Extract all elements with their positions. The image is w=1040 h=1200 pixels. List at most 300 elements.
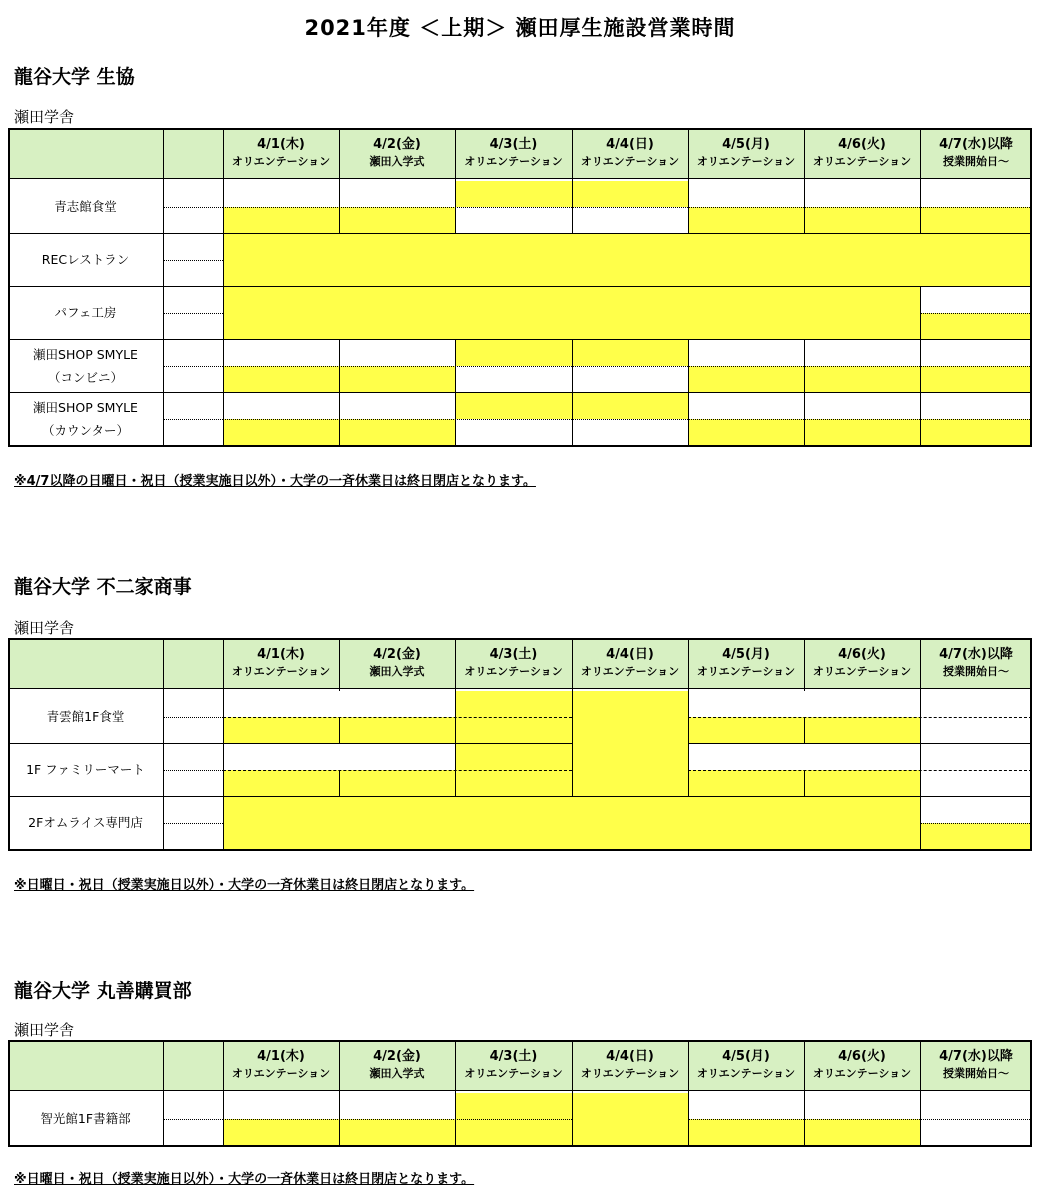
- grid-line: [572, 181, 573, 233]
- col-border: [339, 128, 340, 181]
- day-label-weekday: [163, 691, 223, 717]
- header-date-sub: オリエンテーション: [464, 665, 563, 679]
- header-date-label: 4/5(月): [722, 647, 770, 663]
- day-label-saturday: [163, 207, 223, 233]
- header-date-sub: オリエンテーション: [812, 155, 912, 169]
- header-date-2: [339, 1040, 455, 1090]
- col-border: [223, 638, 224, 851]
- table-left-border: [8, 638, 10, 851]
- store-name-line: （コンビニ）: [47, 370, 123, 385]
- table-bottom-border: [8, 1145, 1032, 1147]
- header-date-3: [455, 638, 572, 688]
- header-date-label: 4/4(日): [606, 137, 654, 153]
- hours-cell: [339, 770, 455, 796]
- store-name: [8, 340, 163, 392]
- col-border: [688, 1040, 689, 1093]
- header-date-4: [572, 1040, 688, 1090]
- hours-cell: [339, 717, 455, 743]
- hours-cell: [920, 393, 1032, 419]
- grid-line: [920, 287, 921, 339]
- store-name-line: （カウンター）: [41, 423, 129, 438]
- row-divider: [223, 366, 1032, 367]
- hours-cell: [339, 419, 455, 445]
- grid-line: [920, 181, 921, 233]
- day-label-weekday: [163, 744, 223, 770]
- hours-cell: [223, 340, 339, 366]
- hours-cell: [223, 366, 339, 392]
- header-date-sub: オリエンテーション: [580, 155, 680, 169]
- row-divider: [163, 717, 223, 718]
- header-date-6: [804, 638, 920, 688]
- footnote-maruzen: ※日曜日・祝日（授業実施日以外）・大学の一斉休業日は終日閉店となります。: [14, 1172, 475, 1187]
- table-top-border: [8, 128, 1032, 130]
- hours-cell: [223, 691, 455, 717]
- store-name-line: 2Fオムライス専門店: [28, 815, 143, 831]
- hours-cell: [804, 181, 920, 207]
- header-date-sub: オリエンテーション: [696, 665, 796, 679]
- table-right-border: [1030, 128, 1032, 447]
- hours-cell: [920, 770, 1032, 796]
- hours-cell: [920, 366, 1032, 392]
- day-label-saturday: [163, 419, 223, 445]
- header-date-7: [920, 1040, 1032, 1090]
- hours-cell: [804, 1093, 920, 1119]
- store-name: [8, 393, 163, 445]
- hours-cell: [455, 207, 572, 233]
- col-border: [688, 638, 689, 691]
- header-date-label: 4/4(日): [606, 1049, 654, 1065]
- hours-cell: [223, 207, 339, 233]
- hours-cell: [688, 207, 804, 233]
- day-label-saturday: [163, 1119, 223, 1145]
- table-left-border: [8, 128, 10, 447]
- header-date-7: [920, 638, 1032, 688]
- header-date-2: [339, 128, 455, 178]
- store-name-line: 1F ファミリーマート: [26, 762, 145, 778]
- hours-cell: [339, 340, 455, 366]
- row-divider: [163, 770, 223, 771]
- hours-cell: [455, 717, 572, 743]
- grid-line: [339, 1093, 340, 1145]
- page-title: 2021年度 ＜上期＞ 瀬田厚生施設営業時間: [304, 16, 736, 40]
- header-date-1: [223, 1040, 339, 1090]
- hours-cell: [223, 419, 339, 445]
- header-date-label: 4/5(月): [722, 137, 770, 153]
- store-name-line: 智光館1F書籍部: [40, 1111, 131, 1127]
- store-name-line: 瀬田SHOP SMYLE: [33, 399, 138, 415]
- hours-cell: [572, 366, 688, 392]
- day-label-saturday: [163, 770, 223, 796]
- hours-cell: [804, 366, 920, 392]
- day-label-weekday: [163, 181, 223, 207]
- row-divider: [163, 419, 223, 420]
- header-date-6: [804, 128, 920, 178]
- table-bottom-border: [8, 849, 1032, 851]
- hours-cell: [339, 1119, 455, 1145]
- header-date-label: 4/6(火): [838, 1049, 886, 1065]
- hours-cell: [920, 419, 1032, 445]
- grid-line: [455, 340, 456, 392]
- grid-line: [688, 691, 689, 796]
- grid-line: [339, 340, 340, 392]
- hours-cell: [920, 287, 1032, 313]
- grid-line: [572, 1093, 573, 1145]
- table-left-border: [8, 1040, 10, 1147]
- hours-cell: [688, 691, 920, 717]
- row-divider: [163, 366, 223, 367]
- grid-line: [804, 393, 805, 445]
- header-date-label: 4/2(金): [373, 647, 421, 663]
- header-bottom-border: [8, 688, 1032, 689]
- day-label-weekday: [163, 234, 223, 260]
- day-label-weekday: [163, 1093, 223, 1119]
- header-date-label: 4/1(木): [257, 647, 305, 663]
- header-date-7: [920, 128, 1032, 178]
- table-top-border: [8, 638, 1032, 640]
- store-name: [8, 691, 163, 743]
- header-date-label: 4/1(木): [257, 1049, 305, 1065]
- header-date-sub: オリエンテーション: [580, 665, 680, 679]
- store-name-line: 青志館食堂: [54, 199, 117, 215]
- header-date-1: [223, 638, 339, 688]
- hours-cell: [804, 340, 920, 366]
- grid-line: [688, 1093, 689, 1145]
- header-date-sub: 瀬田入学式: [369, 1067, 425, 1081]
- col-border: [223, 128, 224, 447]
- table-right-border: [1030, 1040, 1032, 1147]
- header-date-label: 4/3(土): [489, 1049, 538, 1065]
- col-border: [163, 638, 164, 851]
- header-bottom-border: [8, 178, 1032, 179]
- hours-cell: [688, 393, 804, 419]
- header-date-label: 4/1(木): [257, 137, 305, 153]
- col-border: [688, 128, 689, 181]
- hours-cell: [572, 207, 688, 233]
- hours-cell: [339, 207, 455, 233]
- store-name: [8, 287, 163, 339]
- hours-cell: [920, 823, 1032, 849]
- store-name: [8, 797, 163, 849]
- table-bottom-border: [8, 445, 1032, 447]
- header-date-label: 4/3(土): [489, 647, 538, 663]
- hours-table-fujiya: [8, 638, 1032, 851]
- section-title-fujiya: 龍谷大学 不二家商事: [14, 576, 192, 598]
- header-date-sub: 授業開始日～: [943, 665, 1009, 679]
- grid-line: [339, 181, 340, 233]
- table-top-border: [8, 1040, 1032, 1042]
- row-divider: [163, 313, 223, 314]
- hours-cell: [688, 1093, 804, 1119]
- header-date-sub: オリエンテーション: [231, 665, 331, 679]
- hours-cell: [339, 181, 455, 207]
- grid-line: [804, 181, 805, 233]
- col-border: [920, 638, 921, 691]
- section-title-maruzen: 龍谷大学 丸善購買部: [14, 980, 192, 1002]
- store-name-line: RECレストラン: [41, 252, 130, 268]
- row-divider: [223, 207, 1032, 208]
- hours-cell: [223, 770, 339, 796]
- store-name: [8, 744, 163, 796]
- row-divider: [163, 207, 223, 208]
- hours-cell: [223, 1093, 339, 1119]
- grid-line: [688, 340, 689, 392]
- day-label-saturday: [163, 366, 223, 392]
- hours-cell: [920, 717, 1032, 743]
- hours-cell: [339, 393, 455, 419]
- hours-cell: [223, 1119, 339, 1145]
- header-date-3: [455, 128, 572, 178]
- campus-label: 瀬田学舎: [14, 1021, 75, 1039]
- header-date-sub: オリエンテーション: [580, 1067, 680, 1081]
- grid-line: [804, 717, 805, 743]
- col-border: [572, 638, 573, 691]
- table-right-border: [1030, 638, 1032, 851]
- header-date-label: 4/5(月): [722, 1049, 770, 1065]
- col-border: [163, 128, 164, 447]
- hours-cell: [455, 691, 572, 717]
- hours-cell: [572, 340, 688, 366]
- col-border: [163, 1040, 164, 1147]
- header-date-sub: オリエンテーション: [696, 1067, 796, 1081]
- col-border: [804, 638, 805, 691]
- hours-cell: [920, 1093, 1032, 1119]
- header-date-sub: オリエンテーション: [231, 155, 331, 169]
- col-border: [804, 1040, 805, 1093]
- header-date-label: 4/7(水)以降: [939, 647, 1013, 663]
- col-border: [455, 1040, 456, 1093]
- hours-cell: [804, 393, 920, 419]
- store-name: [8, 1093, 163, 1145]
- hours-table-maruzen: [8, 1040, 1032, 1147]
- campus-label: 瀬田学舎: [14, 619, 75, 637]
- grid-line: [455, 744, 456, 770]
- col-border: [455, 638, 456, 691]
- day-label-saturday: [163, 313, 223, 339]
- hours-cell: [455, 1119, 572, 1145]
- day-label-saturday: [163, 717, 223, 743]
- col-border: [455, 128, 456, 181]
- hours-cell: [688, 340, 804, 366]
- grid-line: [455, 691, 456, 717]
- row-divider: [163, 260, 223, 261]
- grid-line: [572, 691, 573, 796]
- row-divider: [223, 1119, 572, 1120]
- closed-cell-sunday: [572, 691, 688, 796]
- header-date-1: [223, 128, 339, 178]
- campus-label: 瀬田学舎: [14, 108, 75, 126]
- row-divider: [688, 1119, 1032, 1120]
- section-title-coop: 龍谷大学 生協: [14, 66, 135, 88]
- header-weekday: [163, 1040, 223, 1090]
- closed-cell: [223, 287, 920, 339]
- hours-cell: [920, 340, 1032, 366]
- header-date-sub: オリエンテーション: [812, 1067, 912, 1081]
- header-date-label: 4/7(水)以降: [939, 1049, 1013, 1065]
- hours-cell: [688, 181, 804, 207]
- hours-cell: [455, 340, 572, 366]
- hours-cell: [920, 744, 1032, 770]
- header-date-label: 4/2(金): [373, 1049, 421, 1065]
- hours-cell: [223, 744, 455, 770]
- header-date-sub: オリエンテーション: [696, 155, 796, 169]
- grid-line: [339, 393, 340, 445]
- grid-line: [339, 717, 340, 743]
- hours-cell: [455, 770, 572, 796]
- hours-cell: [688, 419, 804, 445]
- store-name: [8, 234, 163, 286]
- day-label-weekday: [163, 340, 223, 366]
- hours-cell: [572, 393, 688, 419]
- hours-cell: [572, 181, 688, 207]
- col-border: [339, 1040, 340, 1093]
- col-border: [572, 1040, 573, 1093]
- grid-line: [920, 1093, 921, 1145]
- hours-cell: [455, 744, 572, 770]
- grid-line: [920, 340, 921, 392]
- hours-cell: [455, 419, 572, 445]
- header-date-sub: 瀬田入学式: [369, 155, 425, 169]
- hours-cell: [688, 744, 920, 770]
- hours-cell: [223, 717, 339, 743]
- closed-cell-sunday: [572, 1093, 688, 1145]
- grid-line: [572, 393, 573, 445]
- hours-cell: [804, 1119, 920, 1145]
- store-name-line: 瀬田SHOP SMYLE: [33, 346, 138, 362]
- grid-line: [804, 770, 805, 796]
- hours-cell: [920, 1119, 1032, 1145]
- grid-line: [455, 770, 456, 796]
- header-date-5: [688, 638, 804, 688]
- hours-cell: [920, 691, 1032, 717]
- hours-cell: [804, 419, 920, 445]
- hours-cell: [455, 1093, 572, 1119]
- header-date-sub: オリエンテーション: [464, 155, 563, 169]
- header-date-6: [804, 1040, 920, 1090]
- hours-cell: [455, 181, 572, 207]
- header-date-4: [572, 128, 688, 178]
- store-name-line: パフェ工房: [54, 305, 117, 321]
- footnote-fujiya: ※日曜日・祝日（授業実施日以外）・大学の一斉休業日は終日閉店となります。: [14, 878, 475, 893]
- header-bottom-border: [8, 1090, 1032, 1091]
- header-date-sub: オリエンテーション: [231, 1067, 331, 1081]
- row-divider: [223, 770, 572, 771]
- hours-cell: [455, 366, 572, 392]
- grid-line: [920, 797, 921, 849]
- header-date-label: 4/6(火): [838, 137, 886, 153]
- hours-cell: [688, 1119, 804, 1145]
- hours-cell: [920, 797, 1032, 823]
- day-label-saturday: [163, 823, 223, 849]
- grid-line: [455, 717, 456, 743]
- day-label-weekday: [163, 393, 223, 419]
- store-name: [8, 181, 163, 233]
- header-store-period: [8, 128, 163, 178]
- hours-table-coop: [8, 128, 1032, 447]
- grid-line: [688, 393, 689, 445]
- header-date-label: 4/2(金): [373, 137, 421, 153]
- header-date-4: [572, 638, 688, 688]
- hours-cell: [804, 207, 920, 233]
- col-border: [920, 128, 921, 181]
- hours-cell: [804, 770, 920, 796]
- hours-cell: [920, 313, 1032, 339]
- hours-cell: [688, 770, 804, 796]
- hours-cell: [455, 393, 572, 419]
- header-date-sub: 授業開始日～: [943, 155, 1009, 169]
- grid-line: [455, 1093, 456, 1145]
- hours-cell: [920, 207, 1032, 233]
- header-date-5: [688, 128, 804, 178]
- hours-cell: [572, 419, 688, 445]
- row-divider: [920, 823, 1032, 824]
- day-label-weekday: [163, 287, 223, 313]
- header-date-sub: 瀬田入学式: [369, 665, 425, 679]
- grid-line: [920, 393, 921, 445]
- grid-line: [804, 340, 805, 392]
- row-divider: [920, 313, 1032, 314]
- grid-line: [920, 744, 921, 796]
- row-divider: [688, 717, 1032, 718]
- header-date-label: 4/4(日): [606, 647, 654, 663]
- row-divider: [223, 717, 572, 718]
- col-border: [804, 128, 805, 181]
- header-store-period: [8, 638, 163, 688]
- col-border: [572, 128, 573, 181]
- hours-cell: [804, 717, 920, 743]
- row-divider: [163, 823, 223, 824]
- header-date-label: 4/6(火): [838, 647, 886, 663]
- col-border: [920, 1040, 921, 1093]
- header-date-label: 4/7(水)以降: [939, 137, 1013, 153]
- header-date-2: [339, 638, 455, 688]
- footnote-coop: ※4/7以降の日曜日・祝日（授業実施日以外）・大学の一斉休業日は終日閉店となります。: [14, 474, 536, 489]
- grid-line: [688, 181, 689, 233]
- hours-cell: [339, 366, 455, 392]
- row-divider: [223, 419, 1032, 420]
- grid-line: [339, 770, 340, 796]
- header-weekday: [163, 128, 223, 178]
- header-date-5: [688, 1040, 804, 1090]
- grid-line: [804, 1093, 805, 1145]
- closed-cell: [223, 234, 1032, 286]
- hours-cell: [223, 181, 339, 207]
- col-border: [339, 638, 340, 691]
- hours-cell: [688, 366, 804, 392]
- header-weekday: [163, 638, 223, 688]
- hours-cell: [223, 393, 339, 419]
- day-label-weekday: [163, 797, 223, 823]
- row-divider: [688, 770, 1032, 771]
- row-divider: [163, 1119, 223, 1120]
- header-date-sub: 授業開始日～: [943, 1067, 1009, 1081]
- hours-cell: [339, 1093, 455, 1119]
- grid-line: [455, 393, 456, 445]
- day-label-saturday: [163, 260, 223, 286]
- grid-line: [455, 181, 456, 233]
- header-date-sub: オリエンテーション: [464, 1067, 563, 1081]
- header-store-period: [8, 1040, 163, 1090]
- header-date-sub: オリエンテーション: [812, 665, 912, 679]
- store-name-line: 青雲館1F食堂: [46, 709, 125, 725]
- header-date-3: [455, 1040, 572, 1090]
- col-border: [223, 1040, 224, 1147]
- hours-cell: [920, 181, 1032, 207]
- header-date-label: 4/3(土): [489, 137, 538, 153]
- closed-cell: [223, 797, 920, 849]
- grid-line: [572, 340, 573, 392]
- hours-cell: [688, 717, 804, 743]
- grid-line: [920, 691, 921, 743]
